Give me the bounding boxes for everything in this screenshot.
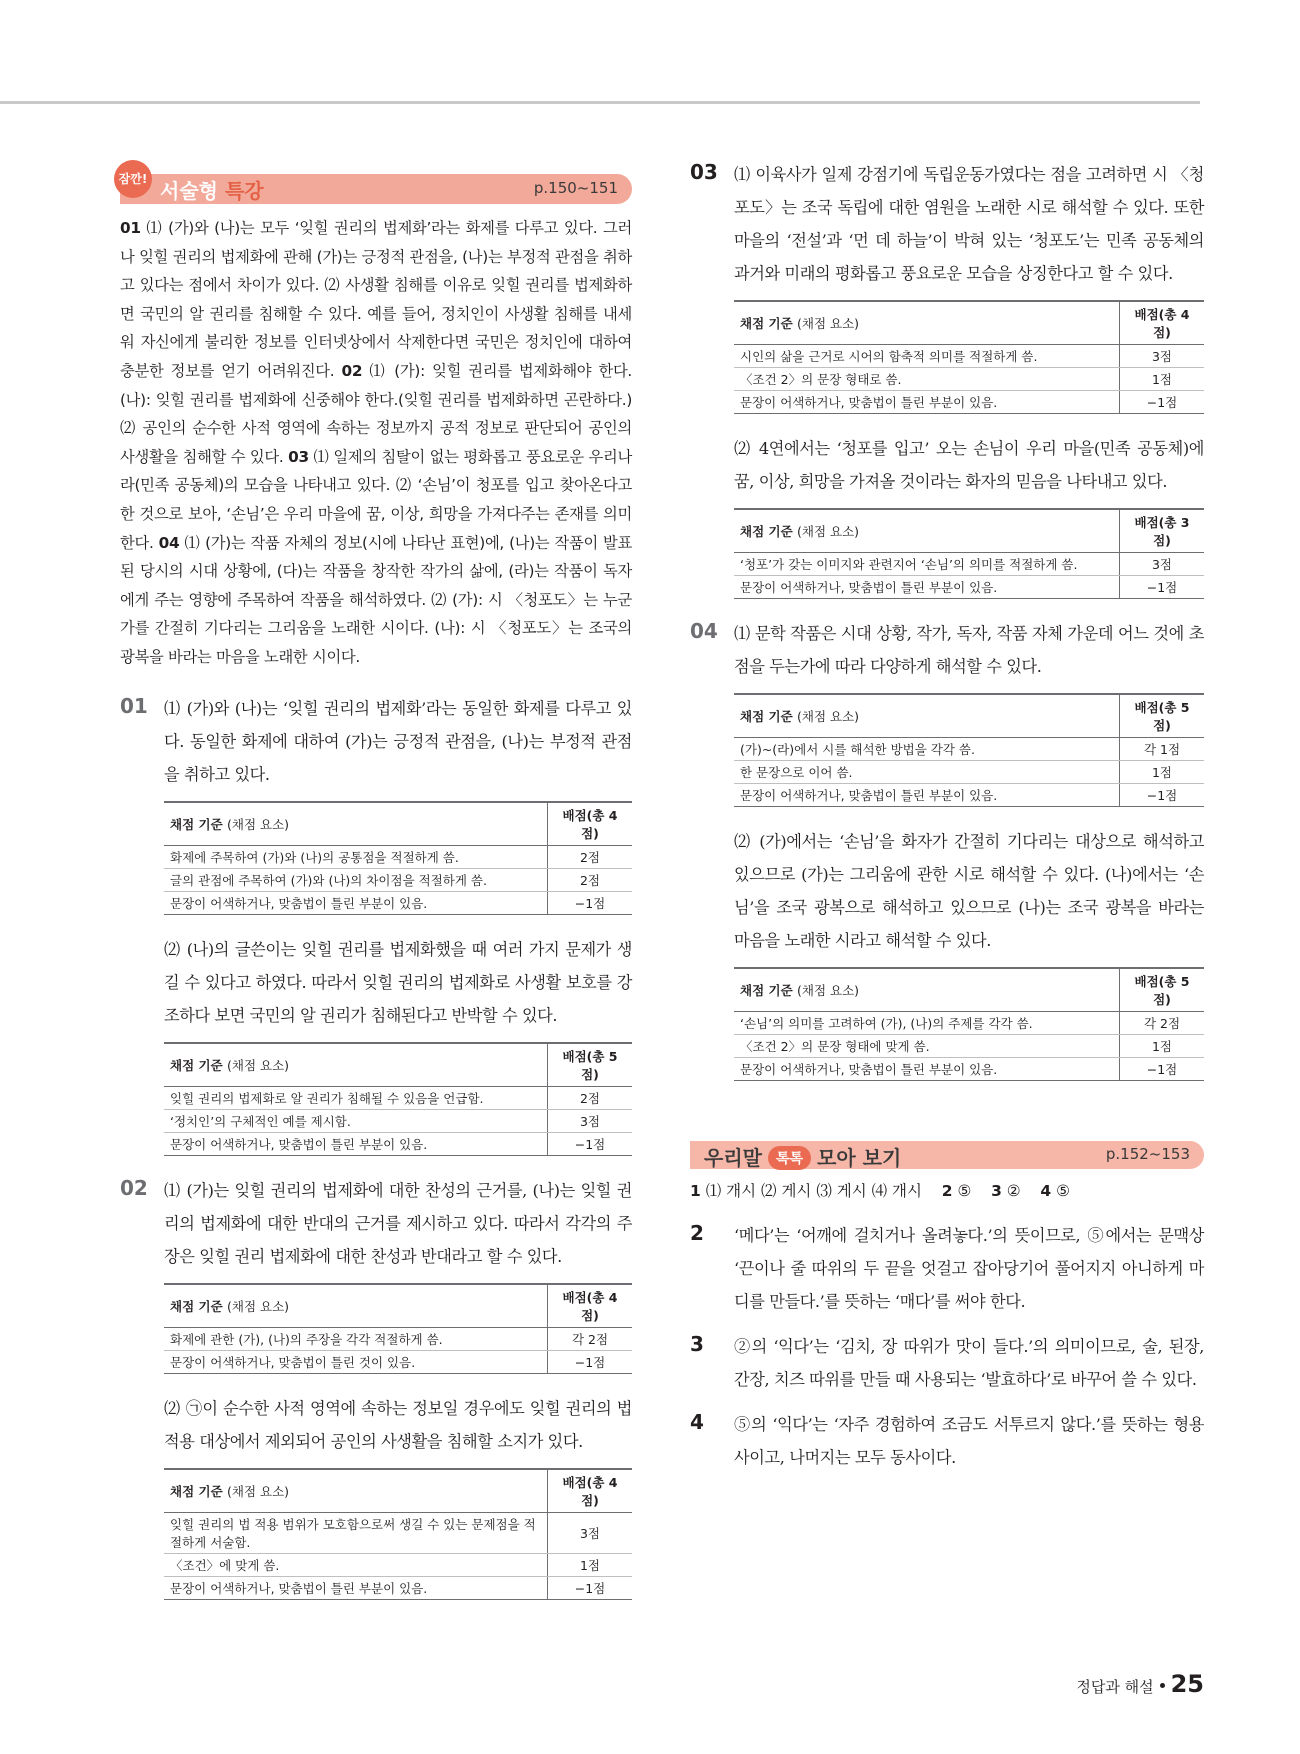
urimal-item-2 <box>690 1219 1204 1318</box>
answer-paragraph: ⑵ (나)의 글쓴이는 잊힐 권리를 법제화했을 때 여러 가지 문제가 생길 수 있다고 하였다. 따라서 잊힐 권리의 법제화로 사생활 보호를 강조하다 보면 국민의 알 권리가 침해된다고 반박할 수 있다. <box>164 939 632 1025</box>
grading-table: 채점 기준 (채점 요소) 배점(총 5점) 잊힐 권리의 법제화로 알 권리가 침해될 수 있음을 언급함. 2점 ‘정치인’의 구체적인 예를 제시함. 3점 문장이 어색하거나, 맞춤법이 틀린 부분이 있음. −1점 <box>164 1042 632 1156</box>
grading-table: 채점 기준 (채점 요소) 배점(총 5점) ‘손님’의 의미를 고려하여 (가), (나)의 주제를 각각 씀. 각 2점 〈조건 2〉의 문장 형태에 맞게 씀. 1점 문장이 어색하거나, 맞춤법이 틀린 부분이 있음. −1점 <box>734 967 1204 1081</box>
right-column <box>690 158 1204 1486</box>
grading-table: 채점 기준 (채점 요소) 배점(총 4점) 시인의 삶을 근거로 시어의 함축적 의미를 적절하게 씀. 3점 〈조건 2〉의 문장 형태로 씀. 1점 문장이 어색하거나, 맞춤법이 틀린 부분이 있음. −1점 <box>734 300 1204 414</box>
urimal-item-3 <box>690 1330 1204 1396</box>
item-number: 3 <box>690 1332 704 1356</box>
urimal-pages: p.152~153 <box>1105 1145 1190 1163</box>
urimal-answers: 1 ⑴ 개시 ⑵ 게시 ⑶ 게시 ⑷ 개시 2 ⑤ 3 ② 4 ⑤ <box>690 1182 1071 1200</box>
question-02 <box>120 1174 632 1600</box>
page-number: 25 <box>1170 1670 1204 1698</box>
explanation-paragraph: ‘메다’는 ‘어깨에 걸치거나 올려놓다.’의 뜻이므로, ⑤에서는 문맥상 ‘끈이나 줄 따위의 두 끝을 엇걸고 잡아당기어 풀어지지 아니하게 마디를 만들다.’를 뜻하는 ‘매다’를 써야 한다. <box>734 1226 1204 1311</box>
question-number: 03 <box>690 160 718 184</box>
answer-paragraph: ⑴ 이육사가 일제 강점기에 독립운동가였다는 점을 고려하면 시 〈청포도〉는 조국 독립에 대한 염원을 노래한 시로 해석할 수 있다. 또한 마을의 ‘전설’과 ‘먼 데 하늘’이 박혀 있는 ‘청포도’는 민족 공동체의 과거와 미래의 평화롭고 풍요로운 모습을 상징한다고 할 수 있다. <box>734 165 1204 283</box>
essay-badge: 잠깐! <box>114 160 152 198</box>
left-column <box>120 174 632 1618</box>
essay-title: 서술형 특강 <box>160 179 264 203</box>
grading-table: 채점 기준 (채점 요소) 배점(총 4점) 잊힐 권리의 법 적용 범위가 모호함으로써 생길 수 있는 문제점을 적절하게 서술함. 3점 〈조건〉에 맞게 씀. 1점 문장이 어색하거나, 맞춤법이 틀린 부분이 있음. −1점 <box>164 1468 632 1600</box>
grading-table: 채점 기준 (채점 요소) 배점(총 4점) 화제에 주목하여 (가)와 (나)의 공통점을 적절하게 씀. 2점 글의 관점에 주목하여 (가)와 (나)의 차이점을 적절하게 씀. 2점 문장이 어색하거나, 맞춤법이 틀린 부분이 있음. −1점 <box>164 801 632 915</box>
answer-paragraph: ⑴ (가)는 잊힐 권리의 법제화에 대한 찬성의 근거를, (나)는 잊힐 권리의 법제화에 대한 반대의 근거를 제시하고 있다. 따라서 각각의 주장은 잊힐 권리 법제화에 대한 찬성과 반대라고 할 수 있다. <box>164 1180 632 1266</box>
essay-pages: p.150~151 <box>533 179 618 197</box>
page-footer <box>1076 1670 1204 1698</box>
question-04 <box>690 617 1204 1081</box>
explanation-paragraph: ⑤의 ‘익다’는 ‘자주 경험하여 조금도 서투르지 않다.’를 뜻하는 형용사이고, 나머지는 모두 동사이다. <box>734 1415 1204 1467</box>
urimal-pill: 톡톡 <box>768 1146 811 1170</box>
answer-paragraph: ⑴ (가)와 (나)는 ‘잊힐 권리의 법제화’라는 동일한 화제를 다루고 있다. 동일한 화제에 대하여 (가)는 긍정적 관점을, (나)는 부정적 관점을 취하고 있다. <box>164 698 632 784</box>
question-03 <box>690 158 1204 599</box>
top-rule <box>0 101 1200 104</box>
answer-paragraph: ⑴ 문학 작품은 시대 상황, 작가, 독자, 작품 자체 가운데 어느 것에 초점을 두는가에 따라 다양하게 해석할 수 있다. <box>734 624 1204 676</box>
question-number: 02 <box>120 1175 148 1200</box>
footer-label: 정답과 해설 <box>1076 1678 1154 1696</box>
answer-paragraph: ⑵ 4연에서는 ‘청포를 입고’ 오는 손님이 우리 마을(민족 공동체)에 꿈, 이상, 희망을 가져올 것이라는 화자의 믿음을 나타내고 있다. <box>734 439 1204 491</box>
essay-summary: 01 ⑴ (가)와 (나)는 모두 ‘잊힐 권리의 법제화’라는 화제를 다루고 있다. 그러나 잊힐 권리의 법제화에 관해 (가)는 긍정적 관점을, (나)는 부정적 관점을 취하고 있다는 점에서 차이가 있다. ⑵ 사생활 침해를 이유로 잊힐 권리를 법제화하면 국민의 알 권리를 침해할 수 있다. 예를 들어, 정치인이 사생활 침해를 내세워 자신에게 불리한 정보를 인터넷상에서 삭제한다면 국민은 정치인에 대하여 충분한 정보를 얻기 어려워진다. 02 ⑴ (가): 잊힐 권리를 법제화해야 한다. (나): 잊힐 권리를 법제화에 신중해야 한다.(잊힐 권리를 법제화하면 곤란하다.) ⑵ 공인의 순수한 사적 영역에 속하는 정보까지 공적 정보로 판단되어 공인의 사생활을 침해할 수 있다. 03 ⑴ 일제의 침탈이 없는 평화롭고 풍요로운 우리나라(민족 공동체)의 모습을 나타내고 있다. ⑵ ‘손님’이 청포를 입고 찾아온다고 한 것으로 보아, ‘손님’은 우리 마을에 꿈, 이상, 희망을 가져다주는 존재를 의미한다. 04 ⑴ (가)는 작품 자체의 정보(시에 나타난 표현)에, (나)는 작품이 발표된 당시의 시대 상황에, (다)는 작품을 창작한 작가의 삶에, (라)는 작품이 독자에게 주는 영향에 주목하여 작품을 해석하였다. ⑵ (가): 시 〈청포도〉는 누군가를 간절히 기다리는 그리움을 노래한 시이다. (나): 시 〈청포도〉는 조국의 광복을 바라는 마음을 노래한 시이다. <box>120 219 632 666</box>
item-number: 4 <box>690 1410 704 1434</box>
urimal-item-4 <box>690 1408 1204 1474</box>
explanation-paragraph: ②의 ‘익다’는 ‘김치, 장 따위가 맛이 들다.’의 의미이므로, 술, 된장, 간장, 치즈 따위를 만들 때 사용되는 ‘발효하다’로 바꾸어 쓸 수 있다. <box>734 1337 1204 1389</box>
grading-table: 채점 기준 (채점 요소) 배점(총 5점) (가)~(라)에서 시를 해석한 방법을 각각 씀. 각 1점 한 문장으로 이어 씀. 1점 문장이 어색하거나, 맞춤법이 틀린 부분이 있음. −1점 <box>734 693 1204 807</box>
grading-table: 채점 기준 (채점 요소) 배점(총 3점) ‘청포’가 갖는 이미지와 관련지어 ‘손님’의 의미를 적절하게 씀. 3점 문장이 어색하거나, 맞춤법이 틀린 부분이 있음. −1점 <box>734 508 1204 599</box>
grading-table: 채점 기준 (채점 요소) 배점(총 4점) 화제에 관한 (가), (나)의 주장을 각각 적절하게 씀. 각 2점 문장이 어색하거나, 맞춤법이 틀린 것이 있음. −1점 <box>164 1283 632 1374</box>
bullet-icon <box>1160 1683 1165 1688</box>
question-01 <box>120 692 632 1156</box>
question-number: 04 <box>690 619 718 643</box>
answer-paragraph: ⑵ ㉠이 순수한 사적 영역에 속하는 정보일 경우에도 잊힐 권리의 법 적용 대상에서 제외되어 공인의 사생활을 침해할 소지가 있다. <box>164 1398 632 1451</box>
answer-paragraph: ⑵ (가)에서는 ‘손님’을 화자가 간절히 기다리는 대상으로 해석하고 있으므로 (가)는 그리움에 관한 시로 해석할 수 있다. (나)에서는 ‘손님’을 조국 광복으로 해석하고 있으므로 (나)는 조국 광복을 바라는 마음을 노래한 시라고 해석할 수 있다. <box>734 832 1204 950</box>
question-number: 01 <box>120 693 148 718</box>
essay-special-header <box>120 174 632 204</box>
urimal-header <box>690 1141 1204 1169</box>
item-number: 2 <box>690 1221 704 1245</box>
urimal-title: 우리말 톡톡 모아 보기 <box>704 1146 902 1170</box>
